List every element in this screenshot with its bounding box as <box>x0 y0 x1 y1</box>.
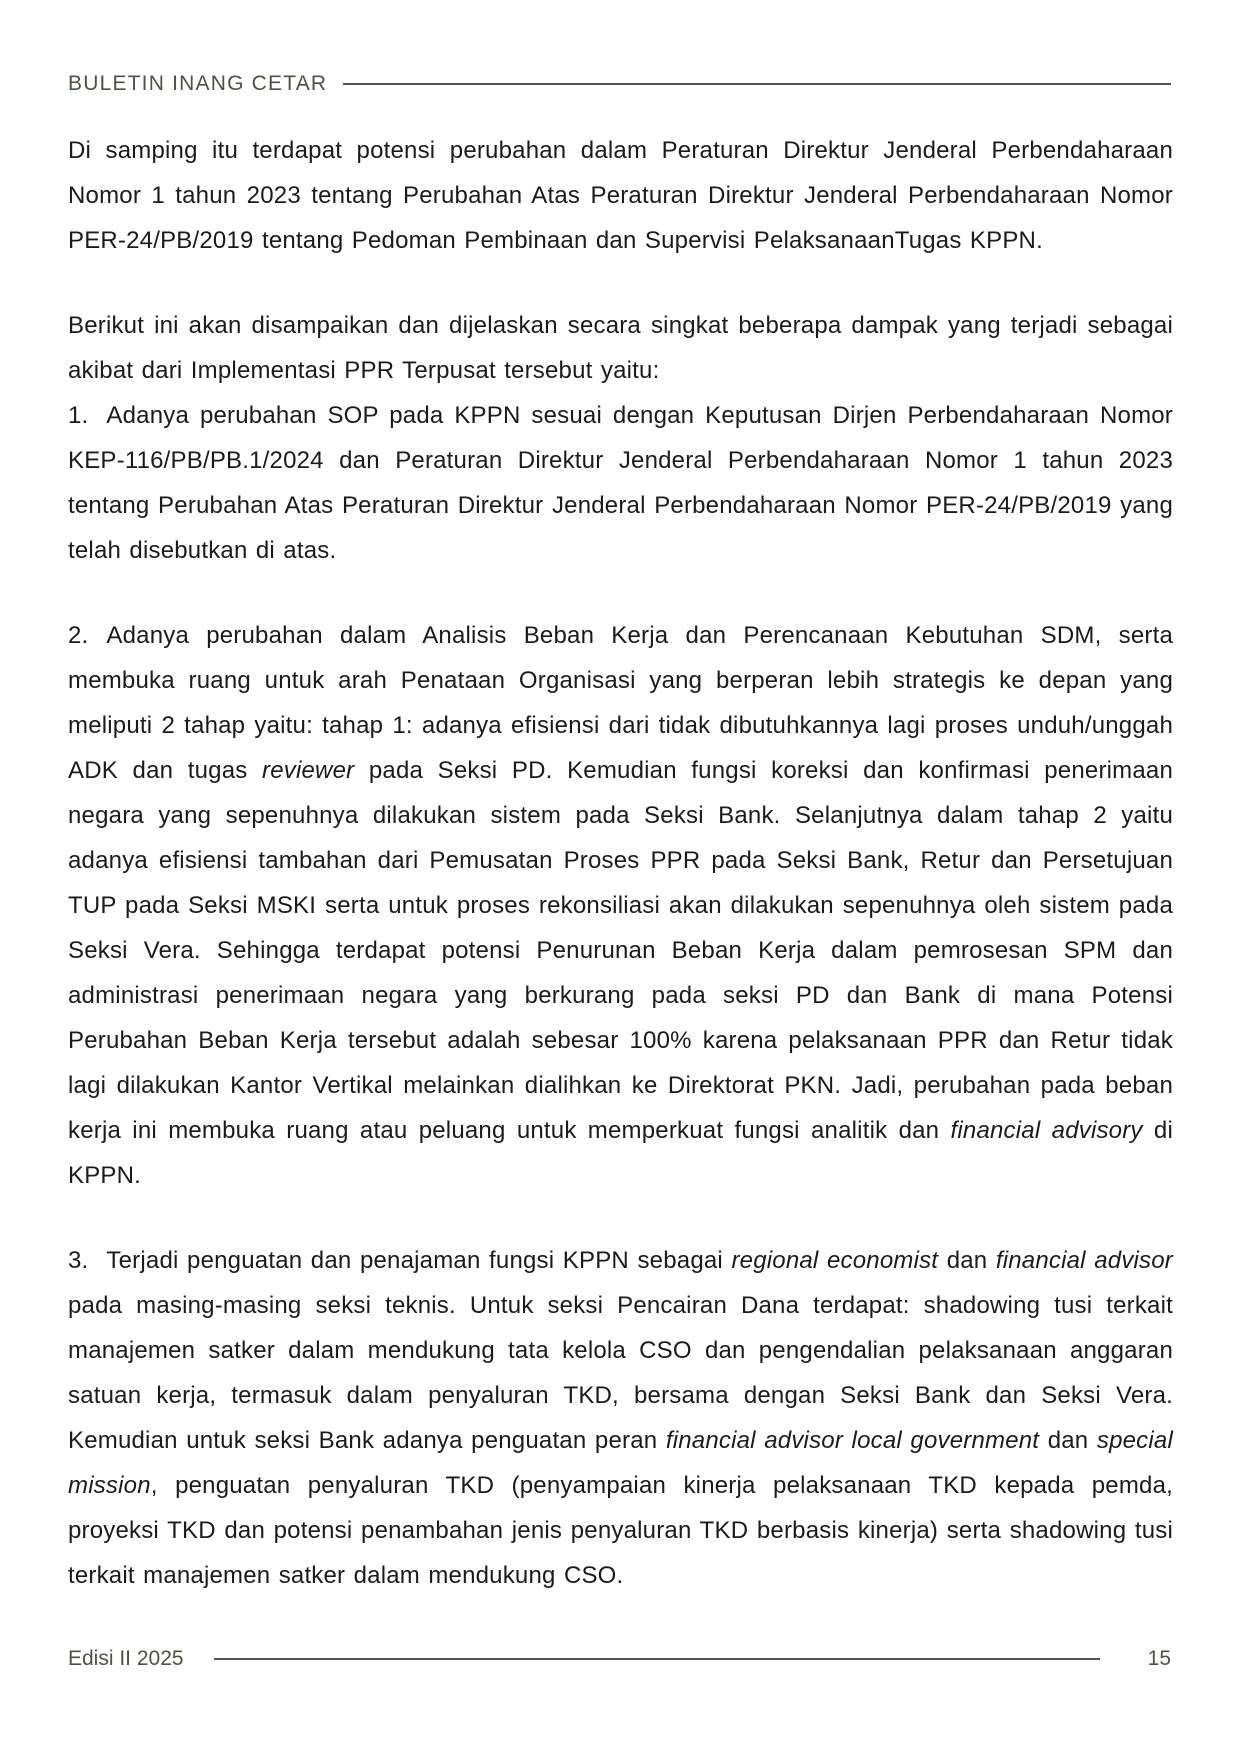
list-item-number: 1. <box>68 402 89 429</box>
list-item-number: 2. <box>68 622 89 649</box>
paragraph <box>68 303 1173 393</box>
text-run: Terjadi penguatan dan penajaman fungsi KPPN sebagai <box>106 1247 732 1274</box>
list-item <box>68 613 1173 1198</box>
header-title: BULETIN INANG CETAR <box>68 72 328 95</box>
page-footer <box>68 1642 1171 1676</box>
paragraph <box>68 128 1173 263</box>
text-run: pada Seksi PD. Kemudian fungsi koreksi dan konfirmasi penerimaan negara yang sepenuhnya dilakukan sistem pada Seksi Bank. Selanjutnya dalam tahap 2 yaitu adanya efisiensi tambahan dari Pemusatan Proses PPR pada Seksi Bank, Retur dan Persetujuan TUP pada Seksi MSKI serta untuk proses rekonsiliasi akan dilakukan sepenuhnya oleh sistem pada Seksi Vera. Sehingga terdapat potensi Penurunan Beban Kerja dalam pemrosesan SPM dan administrasi penerimaan negara yang berkurang pada seksi PD dan Bank di mana Potensi Perubahan Beban Kerja tersebut adalah sebesar 100% karena pelaksanaan PPR dan Retur tidak lagi dilakukan Kantor Vertikal melainkan dialihkan ke Direktorat PKN. Jadi, perubahan pada beban kerja ini membuka ruang atau peluang untuk memperkuat fungsi analitik dan <box>68 757 1173 1144</box>
text-run: dan <box>938 1247 996 1274</box>
text-run: , penguatan penyaluran TKD (penyampaian kinerja pelaksanaan TKD kepada pemda, proyeksi TKD dan potensi penambahan jenis penyaluran TKD berbasis kinerja) serta shadowing tusi terkait manajemen satker dalam mendukung CSO. <box>68 1472 1173 1589</box>
text-run: di KPPN. <box>68 1117 1173 1189</box>
list-item <box>68 393 1173 573</box>
italic-text-run: special mission <box>68 1427 1173 1499</box>
italic-text-run: financial advisor local government <box>665 1427 1040 1454</box>
text-run: Di samping itu terdapat potensi perubahan dalam Peraturan Direktur Jenderal Perbendaharaan Nomor 1 tahun 2023 tentang Perubahan Atas Peraturan Direktur Jenderal Perbendaharaan Nomor PER-24/PB/2019 tentang Pedoman Pembinaan dan Supervisi PelaksanaanTugas KPPN. <box>68 137 1173 254</box>
text-run: Berikut ini akan disampaikan dan dijelaskan secara singkat beberapa dampak yang terjadi sebagai akibat dari Implementasi PPR Terpusat tersebut yaitu: <box>68 312 1173 384</box>
italic-text-run: regional economist <box>731 1247 939 1274</box>
page-number: 15 <box>1147 1647 1171 1670</box>
page-body <box>68 128 1173 1598</box>
footer-edition: Edisi II 2025 <box>68 1647 184 1670</box>
page-header <box>68 68 1171 100</box>
footer-rule <box>214 1658 1100 1660</box>
text-run: Adanya perubahan dalam Analisis Beban Kerja dan Perencanaan Kebutuhan SDM, serta membuka ruang untuk arah Penataan Organisasi yang berperan lebih strategis ke depan yang meliputi 2 tahap yaitu: tahap 1: adanya efisiensi dari tidak dibutuhkannya lagi proses unduh/unggah ADK dan tugas <box>68 622 1173 784</box>
header-rule <box>343 83 1171 85</box>
list-item <box>68 1238 1173 1598</box>
italic-text-run: financial advisory <box>950 1117 1143 1144</box>
italic-text-run: financial advisor <box>995 1247 1173 1274</box>
italic-text-run: reviewer <box>262 757 355 784</box>
list-item-number: 3. <box>68 1247 89 1274</box>
text-run: pada masing-masing seksi teknis. Untuk seksi Pencairan Dana terdapat: shadowing tusi terkait manajemen satker dalam mendukung tata kelola CSO dan pengendalian pelaksanaan anggaran satuan kerja, termasuk dalam penyaluran TKD, bersama dengan Seksi Bank dan Seksi Vera. Kemudian untuk seksi Bank adanya penguatan peran <box>68 1292 1173 1454</box>
text-run: Adanya perubahan SOP pada KPPN sesuai dengan Keputusan Dirjen Perbendaharaan Nomor KEP-116/PB/PB.1/2024 dan Peraturan Direktur Jenderal Perbendaharaan Nomor 1 tahun 2023 tentang Perubahan Atas Peraturan Direktur Jenderal Perbendaharaan Nomor PER-24/PB/2019 yang telah disebutkan di atas. <box>68 402 1173 564</box>
text-run: dan <box>1039 1427 1097 1454</box>
